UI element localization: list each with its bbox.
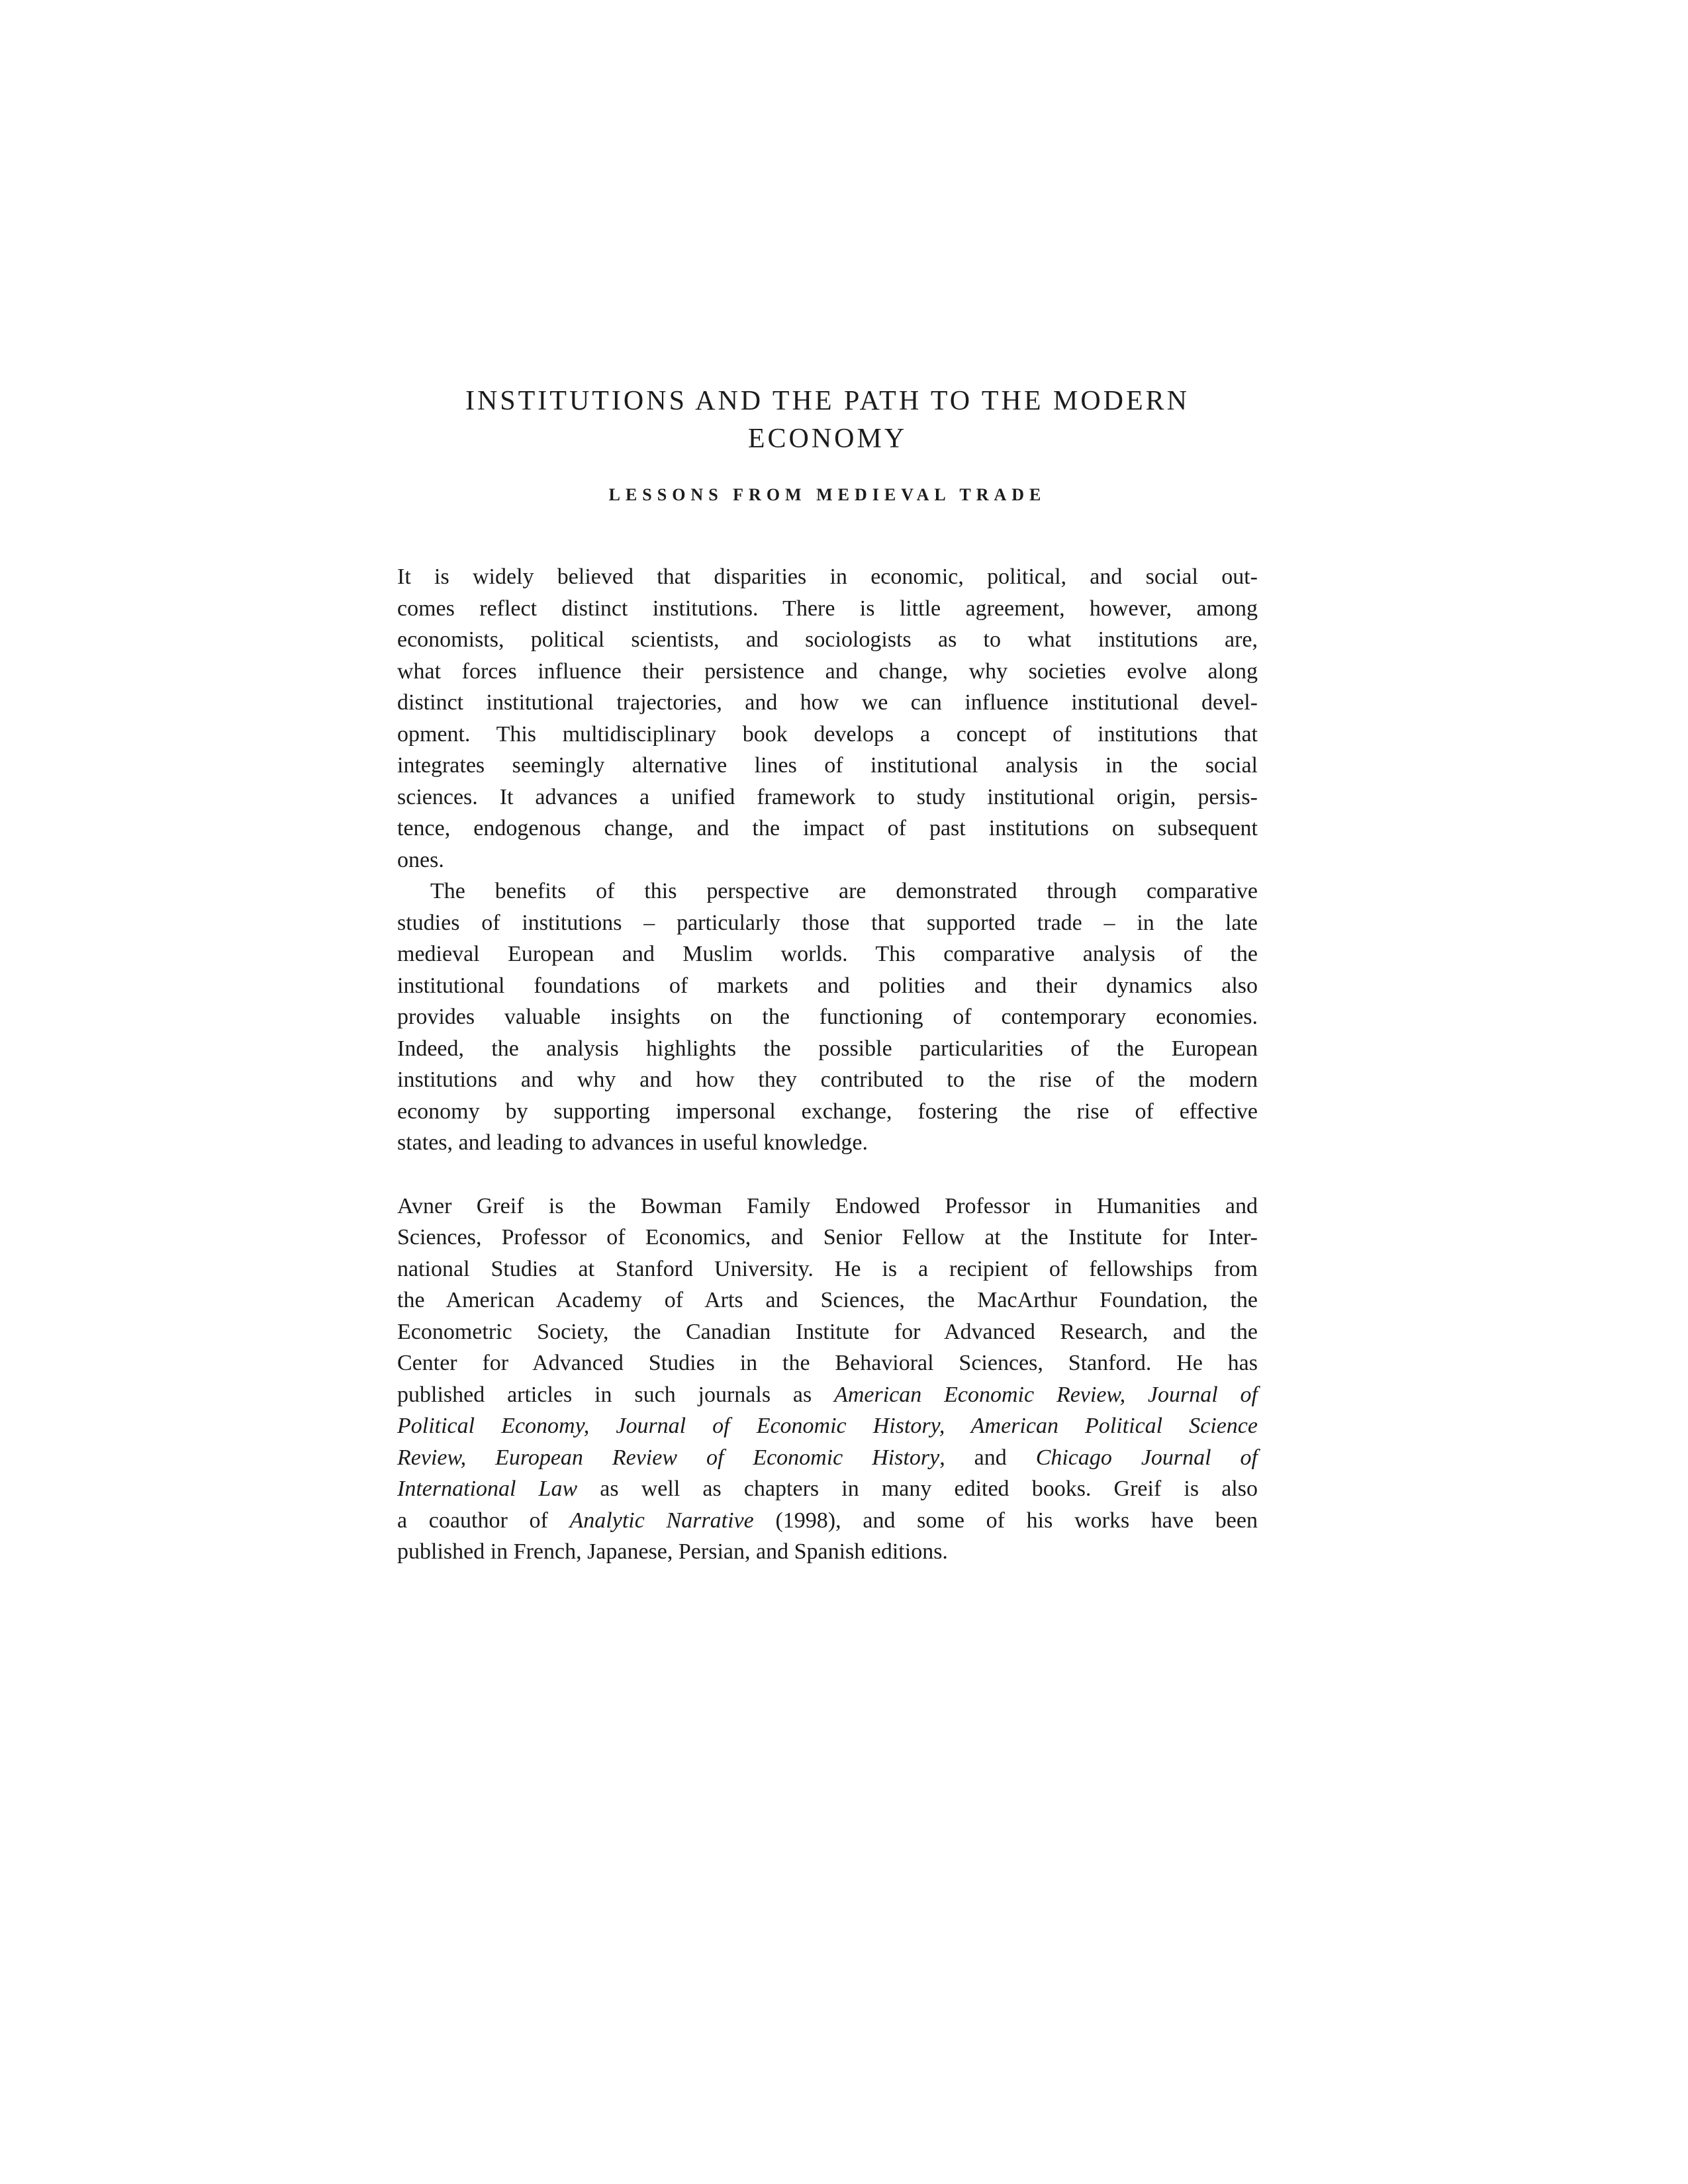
text-line: Indeed, the analysis highlights the possible particularities of the European (397, 1036, 1258, 1061)
text-line: institutions and why and how they contributed to the rise of the modern (397, 1068, 1258, 1092)
text-segment: as well as chapters in many edited books. Greif is also (577, 1477, 1258, 1501)
body-paragraphs (397, 561, 1258, 1568)
italic-text-segment: Political Economy, Journal of Economic History, American Political Science (397, 1414, 1258, 1438)
text-line: economists, political scientists, and sociologists as to what institutions are, (397, 627, 1258, 652)
text-line: provides valuable insights on the functioning of contemporary economies. (397, 1005, 1258, 1029)
text-line: tence, endogenous change, and the impact of past institutions on subsequent (397, 816, 1258, 841)
text-line: Sciences, Professor of Economics, and Senior Fellow at the Institute for Inter- (397, 1225, 1258, 1250)
text-line: economy by supporting impersonal exchange, fostering the rise of effective (397, 1099, 1258, 1124)
text-line: institutional foundations of markets and polities and their dynamics also (397, 973, 1258, 998)
text-line: Avner Greif is the Bowman Family Endowed Professor in Humanities and (397, 1193, 1258, 1218)
italic-text-segment: International Law (397, 1477, 578, 1501)
text-line: integrates seemingly alternative lines of institutional analysis in the social (397, 753, 1258, 778)
text-line: distinct institutional trajectories, and how we can influence institutional devel- (397, 690, 1258, 715)
synopsis-paragraph-2 (397, 876, 1258, 1159)
text-segment: a coauthor of (397, 1508, 570, 1533)
text-line (397, 1410, 1258, 1442)
text-line: published in French, Japanese, Persian, and Spanish editions. (397, 1539, 948, 1564)
italic-text-segment: American Economic Review, Journal of (834, 1382, 1258, 1407)
text-line: The benefits of this perspective are demonstrated through comparative (430, 879, 1258, 903)
text-line: Center for Advanced Studies in the Behavioral Sciences, Stanford. He has (397, 1351, 1258, 1375)
text-line: opment. This multidisciplinary book develops a concept of institutions that (397, 721, 1258, 747)
text-line: national Studies at Stanford University. He is a recipient of fellowships from (397, 1256, 1258, 1281)
book-title-line-2: ECONOMY (747, 424, 908, 454)
text-line: sciences. It advances a unified framework to study institutional origin, persis- (397, 784, 1258, 809)
text-line: states, and leading to advances in useful knowledge. (397, 1130, 868, 1155)
italic-text-segment: Chicago Journal of (1035, 1445, 1258, 1470)
text-line: comes reflect distinct institutions. There is little agreement, however, among (397, 596, 1258, 621)
text-line: the American Academy of Arts and Sciences, the MacArthur Foundation, the (397, 1288, 1258, 1312)
text-line: Econometric Society, the Canadian Institute for Advanced Research, and the (397, 1319, 1258, 1344)
text-line (397, 1442, 1258, 1474)
text-line: ones. (397, 847, 444, 872)
text-line: It is widely believed that disparities in economic, political, and social out- (397, 565, 1258, 589)
italic-text-segment: Review, European Review of Economic History (397, 1445, 940, 1470)
book-subtitle: LESSONS FROM MEDIEVAL TRADE (608, 485, 1047, 504)
book-title-line-1: INSTITUTIONS AND THE PATH TO THE MODERN (465, 386, 1190, 416)
text-line (397, 1505, 1258, 1537)
text-line: what forces influence their persistence and change, why societies evolve along (397, 659, 1258, 684)
text-block (397, 383, 1258, 1568)
text-line (397, 1379, 1258, 1411)
synopsis-paragraph-1 (397, 561, 1258, 876)
italic-text-segment: Analytic Narrative (569, 1508, 754, 1533)
author-bio-paragraph (397, 1191, 1258, 1568)
text-line: studies of institutions – particularly those that supported trade – in the late (397, 910, 1258, 935)
text-segment: published articles in such journals as (397, 1382, 835, 1407)
book-title (397, 383, 1258, 458)
text-segment: , and (939, 1445, 1036, 1470)
text-line: medieval European and Muslim worlds. This comparative analysis of the (397, 942, 1258, 966)
text-segment: (1998), and some of his works have been (753, 1508, 1258, 1533)
text-line (397, 1473, 1258, 1505)
